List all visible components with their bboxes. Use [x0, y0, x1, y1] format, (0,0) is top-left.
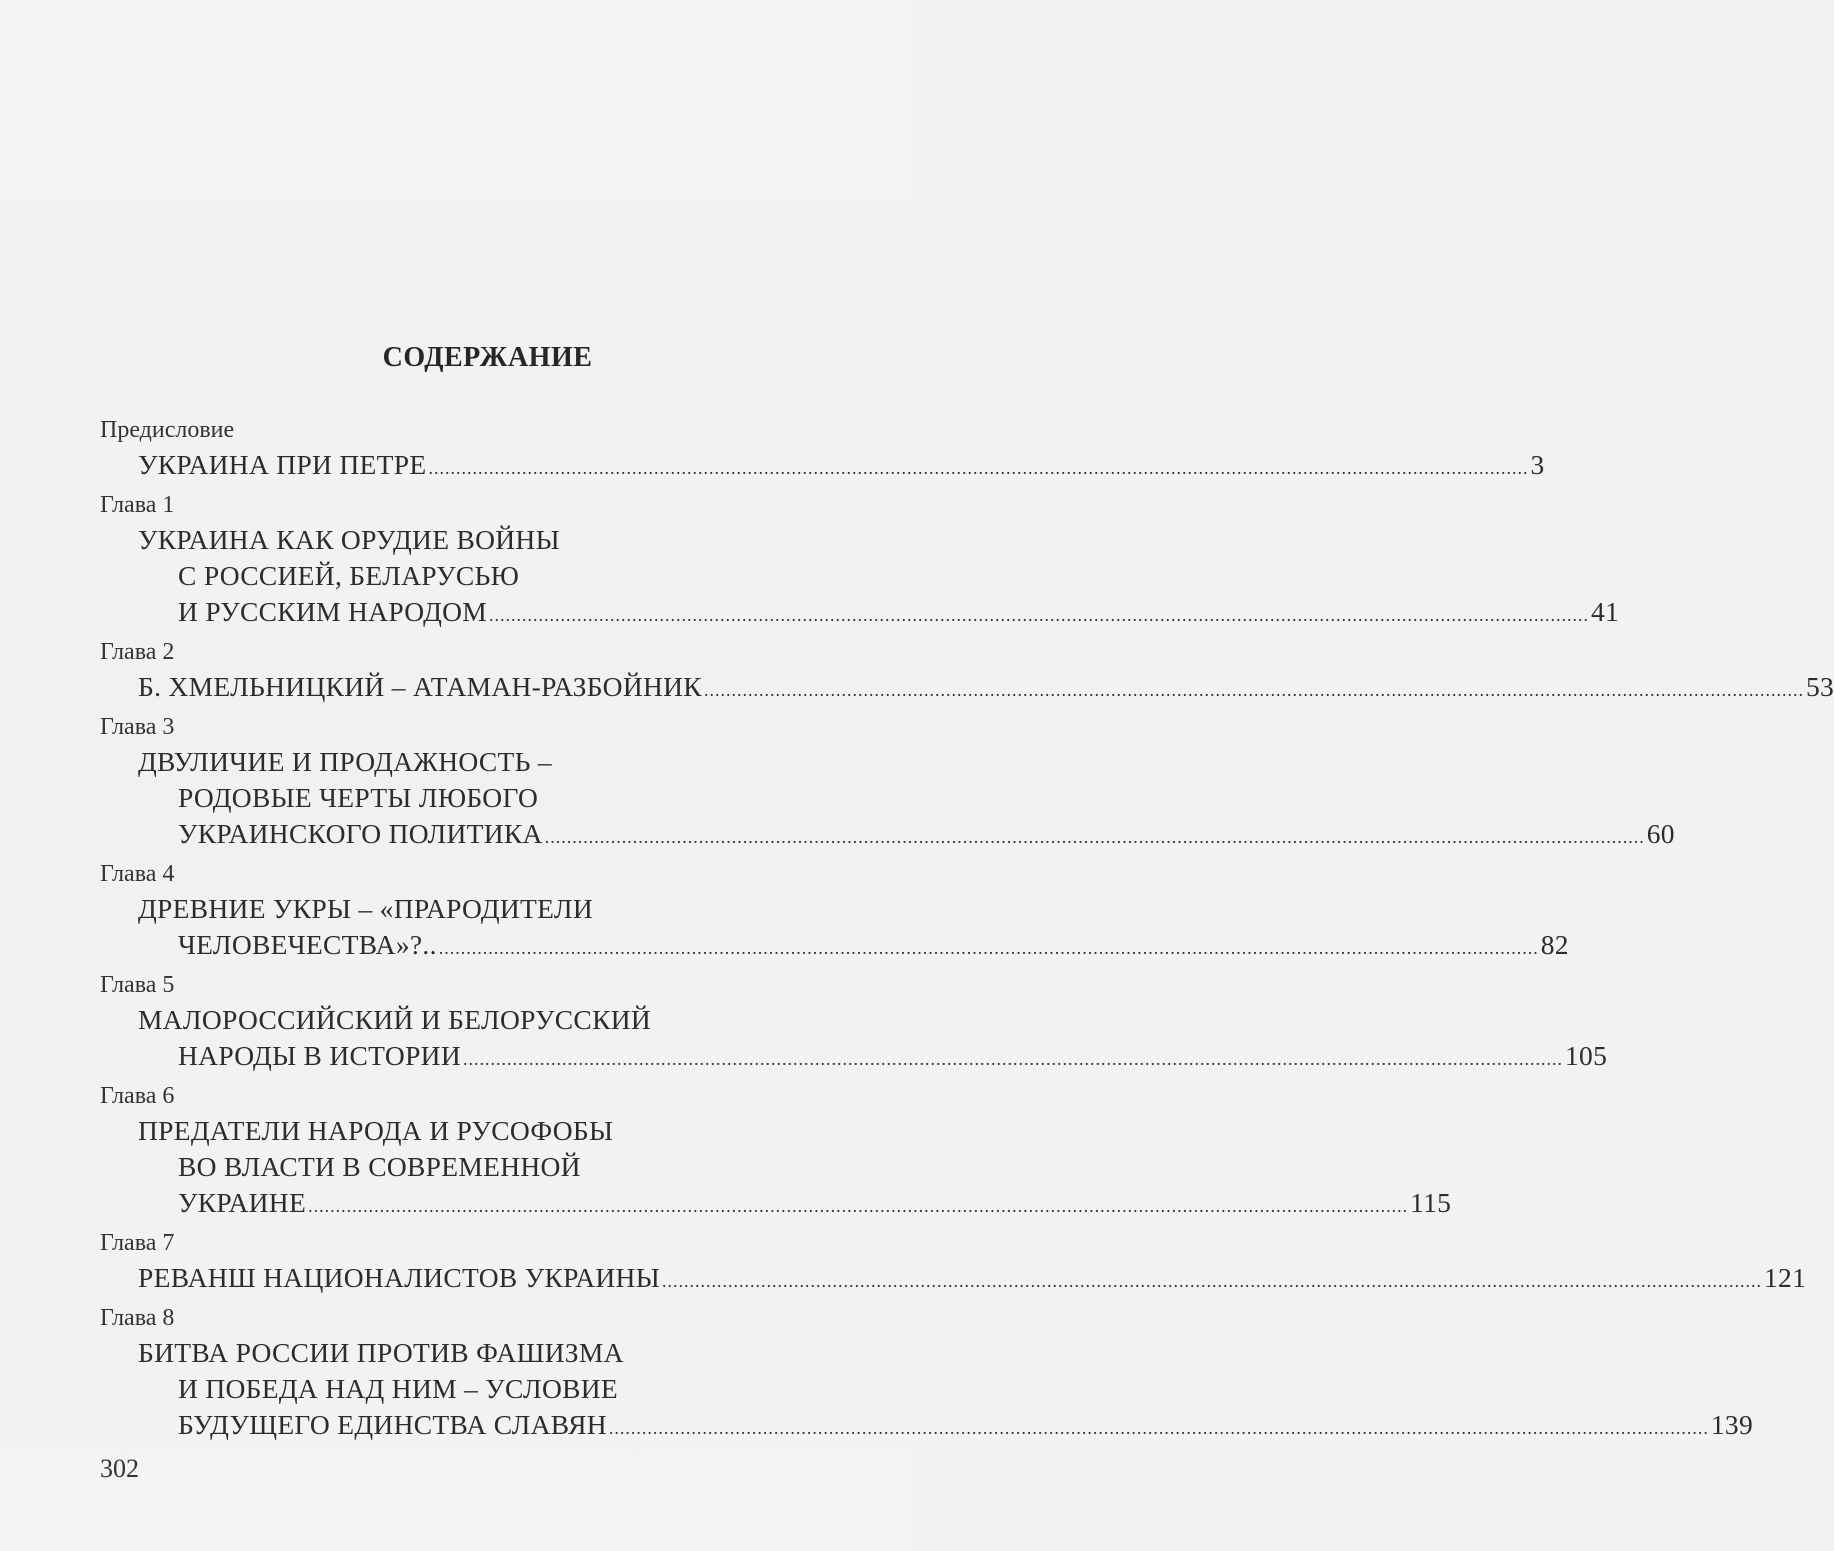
dot-leader: ........................................................................................................................................................................................................: [489, 605, 1590, 625]
toc-entry-title-line: БИТВА РОССИИ ПРОТИВ ФАШИЗМА: [138, 1337, 624, 1368]
toc-entry: [100, 636, 1834, 705]
toc-entry-page-number: 115: [1410, 1187, 1452, 1218]
toc-entry-page-number: 121: [1763, 1262, 1807, 1293]
toc-entry-page-number: 105: [1564, 1040, 1608, 1071]
toc-entry-page-number: 60: [1646, 818, 1675, 849]
toc-entry: [100, 1227, 1807, 1296]
toc-entry-title-line: И ПОБЕДА НАД НИМ – УСЛОВИЕ: [178, 1373, 618, 1404]
toc-entry-title-line: [100, 1185, 1452, 1221]
toc-entry-label: Глава 8: [100, 1305, 175, 1331]
toc-entry-title-line: РОДОВЫЕ ЧЕРТЫ ЛЮБОГО: [178, 782, 539, 813]
toc-entry-title-line: ДВУЛИЧИЕ И ПРОДАЖНОСТЬ –: [138, 746, 552, 777]
toc-entry-label: Глава 1: [100, 492, 175, 518]
toc-entry-page-number: 3: [1530, 449, 1545, 480]
toc-entry-label: Глава 3: [100, 714, 175, 740]
toc-entry: [100, 414, 1545, 483]
toc-entry-title-text: НАРОДЫ В ИСТОРИИ: [178, 1040, 461, 1071]
toc-entry-title-line: [100, 669, 1834, 705]
toc-entry: [100, 1080, 1452, 1221]
toc-entry-title-text: РЕВАНШ НАЦИОНАЛИСТОВ УКРАИНЫ: [138, 1262, 660, 1293]
toc-entry-title-line: [100, 594, 1620, 630]
toc-entry-label: Глава 7: [100, 1230, 175, 1256]
toc-entry-title-line: УКРАИНА КАК ОРУДИЕ ВОЙНЫ: [138, 524, 560, 555]
toc-entry-label: Предисловие: [100, 417, 235, 443]
toc-entry-label: Глава 2: [100, 639, 175, 665]
toc-entry-title-line: [100, 1038, 1608, 1074]
toc-entry: [100, 489, 1620, 630]
toc-entry-title-text: Б. ХМЕЛЬНИЦКИЙ – АТАМАН-РАЗБОЙНИК: [138, 671, 702, 702]
toc-entry-title-text: ЧЕЛОВЕЧЕСТВА»?..: [178, 929, 437, 960]
toc-entry-title-line: [100, 816, 1675, 852]
toc-entry-title-line: С РОССИЕЙ, БЕЛАРУСЬЮ: [178, 560, 520, 591]
dot-leader: ........................................................................................................................................................................................................: [308, 1196, 1409, 1216]
toc-entry-title-line: [100, 1260, 1807, 1296]
toc-entry-page-number: 53: [1805, 671, 1834, 702]
toc-entry-title-text: УКРАИНСКОГО ПОЛИТИКА: [178, 818, 543, 849]
toc-entry-title-line: МАЛОРОССИЙСКИЙ И БЕЛОРУССКИЙ: [138, 1004, 652, 1035]
dot-leader: ........................................................................................................................................................................................................: [462, 1049, 1563, 1069]
page-number: 302: [100, 1454, 139, 1483]
toc-entry-title-line: ДРЕВНИЕ УКРЫ – «ПРАРОДИТЕЛИ: [138, 893, 594, 924]
toc-entry-title-text: УКРАИНА ПРИ ПЕТРЕ: [138, 449, 427, 480]
toc-entry-title-text: БУДУЩЕГО ЕДИНСТВА СЛАВЯН: [178, 1409, 607, 1440]
dot-leader: ........................................................................................................................................................................................................: [428, 458, 1529, 478]
dot-leader: ........................................................................................................................................................................................................: [608, 1418, 1709, 1438]
toc-entry-title-line: ВО ВЛАСТИ В СОВРЕМЕННОЙ: [178, 1151, 581, 1182]
toc-entry-label: Глава 5: [100, 972, 175, 998]
toc-entry-label: Глава 6: [100, 1083, 175, 1109]
dot-leader: ........................................................................................................................................................................................................: [661, 1271, 1762, 1291]
toc-entry-title-line: [100, 1407, 1754, 1443]
toc-entry: [100, 969, 1608, 1074]
dot-leader: ........................................................................................................................................................................................................: [544, 827, 1645, 847]
toc-entry-title-line: [100, 447, 1545, 483]
dot-leader: ........................................................................................................................................................................................................: [438, 938, 1539, 958]
toc-entry-title-text: УКРАИНЕ: [178, 1187, 307, 1218]
toc-entry-page-number: 82: [1540, 929, 1569, 960]
toc-entry-title-line: [100, 927, 1569, 963]
toc-entry-page-number: 41: [1591, 596, 1620, 627]
toc-entry: [100, 711, 1675, 852]
toc-entry-page-number: 139: [1710, 1409, 1754, 1440]
toc-entry-title-line: ПРЕДАТЕЛИ НАРОДА И РУСОФОБЫ: [138, 1115, 614, 1146]
toc-entry: [100, 858, 1569, 963]
table-of-contents: [100, 414, 1834, 1449]
toc-entry-label: Глава 4: [100, 861, 175, 887]
dot-leader: ........................................................................................................................................................................................................: [703, 680, 1804, 700]
toc-entry: [100, 1302, 1754, 1443]
toc-heading: СОДЕРЖАНИЕ: [382, 342, 593, 373]
toc-entry-title-text: И РУССКИМ НАРОДОМ: [178, 596, 488, 627]
